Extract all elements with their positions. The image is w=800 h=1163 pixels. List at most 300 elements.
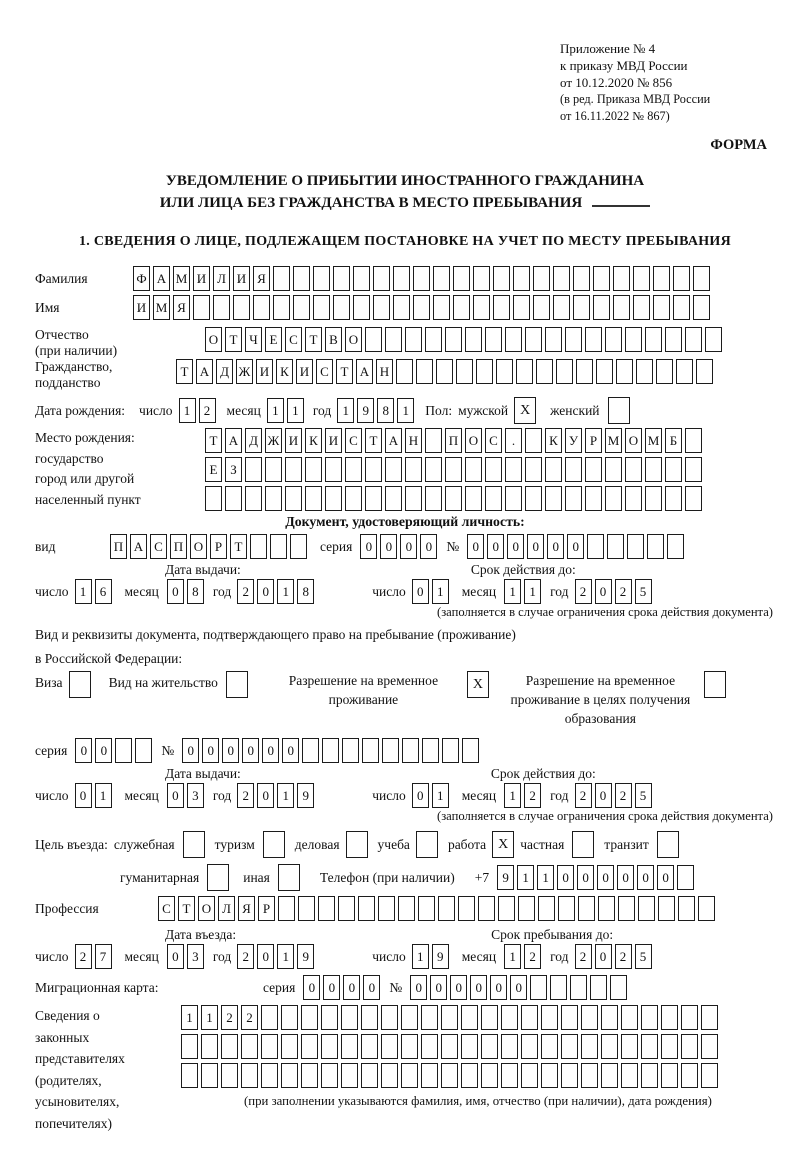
form-cell[interactable]	[458, 896, 475, 921]
form-cell[interactable]	[418, 896, 435, 921]
form-cell[interactable]	[473, 295, 490, 320]
form-cell[interactable]: 5	[635, 783, 652, 808]
form-cell[interactable]	[436, 359, 453, 384]
form-cell[interactable]: .	[505, 428, 522, 453]
form-cell[interactable]: 2	[75, 944, 92, 969]
form-cell[interactable]: Т	[178, 896, 195, 921]
form-cell[interactable]: Т	[225, 327, 242, 352]
form-cell[interactable]	[553, 295, 570, 320]
form-cell[interactable]	[607, 534, 624, 559]
form-cell[interactable]	[616, 359, 633, 384]
form-cell[interactable]	[373, 295, 390, 320]
form-cell[interactable]: 1	[277, 579, 294, 604]
form-cell[interactable]	[253, 295, 270, 320]
form-cell[interactable]: Ф	[133, 266, 150, 291]
form-cell[interactable]: 1	[432, 579, 449, 604]
form-cell[interactable]: 0	[487, 534, 504, 559]
form-cell[interactable]: А	[153, 266, 170, 291]
residence-permit-checkbox[interactable]	[226, 671, 248, 698]
form-cell[interactable]: 0	[222, 738, 239, 763]
form-cell[interactable]	[445, 327, 462, 352]
form-cell[interactable]	[681, 1063, 698, 1088]
form-cell[interactable]: О	[345, 327, 362, 352]
form-cell[interactable]	[425, 327, 442, 352]
form-cell[interactable]	[281, 1063, 298, 1088]
form-cell[interactable]	[225, 486, 242, 511]
form-cell[interactable]	[305, 486, 322, 511]
form-cell[interactable]	[570, 975, 587, 1000]
form-cell[interactable]	[342, 738, 359, 763]
form-cell[interactable]	[401, 1034, 418, 1059]
form-cell[interactable]	[518, 896, 535, 921]
form-cell[interactable]	[421, 1063, 438, 1088]
form-cell[interactable]: 0	[167, 944, 184, 969]
form-cell[interactable]: Т	[336, 359, 353, 384]
form-cell[interactable]	[393, 295, 410, 320]
form-cell[interactable]	[701, 1063, 718, 1088]
form-cell[interactable]	[533, 266, 550, 291]
visa-checkbox[interactable]	[69, 671, 91, 698]
form-cell[interactable]	[358, 896, 375, 921]
form-cell[interactable]	[265, 486, 282, 511]
form-cell[interactable]: О	[625, 428, 642, 453]
form-cell[interactable]	[661, 1034, 678, 1059]
form-cell[interactable]	[605, 327, 622, 352]
form-cell[interactable]	[505, 457, 522, 482]
purpose-business-checkbox[interactable]	[346, 831, 368, 858]
form-cell[interactable]: 0	[490, 975, 507, 1000]
form-cell[interactable]	[381, 1063, 398, 1088]
form-cell[interactable]: И	[296, 359, 313, 384]
form-cell[interactable]	[501, 1005, 518, 1030]
form-cell[interactable]	[425, 486, 442, 511]
form-cell[interactable]	[521, 1034, 538, 1059]
form-cell[interactable]	[661, 1005, 678, 1030]
form-cell[interactable]	[610, 975, 627, 1000]
form-cell[interactable]	[135, 738, 152, 763]
form-cell[interactable]: 2	[615, 579, 632, 604]
form-cell[interactable]	[193, 295, 210, 320]
form-cell[interactable]	[422, 738, 439, 763]
edu-permit-checkbox[interactable]	[704, 671, 726, 698]
form-cell[interactable]: 2	[221, 1005, 238, 1030]
form-cell[interactable]: 0	[242, 738, 259, 763]
form-cell[interactable]: 1	[337, 398, 354, 423]
form-cell[interactable]	[265, 457, 282, 482]
form-cell[interactable]	[573, 266, 590, 291]
form-cell[interactable]	[338, 896, 355, 921]
form-cell[interactable]	[581, 1034, 598, 1059]
temp-permit-checkbox[interactable]: X	[467, 671, 489, 698]
form-cell[interactable]: П	[170, 534, 187, 559]
form-cell[interactable]: 3	[187, 783, 204, 808]
form-cell[interactable]: 1	[432, 783, 449, 808]
form-cell[interactable]: 0	[412, 783, 429, 808]
form-cell[interactable]	[525, 486, 542, 511]
form-cell[interactable]	[645, 327, 662, 352]
form-cell[interactable]	[353, 266, 370, 291]
purpose-humanitarian-checkbox[interactable]	[207, 864, 229, 891]
form-cell[interactable]	[201, 1063, 218, 1088]
form-cell[interactable]	[553, 266, 570, 291]
form-cell[interactable]	[638, 896, 655, 921]
form-cell[interactable]: Л	[213, 266, 230, 291]
form-cell[interactable]: 9	[297, 944, 314, 969]
form-cell[interactable]: А	[225, 428, 242, 453]
form-cell[interactable]: О	[198, 896, 215, 921]
form-cell[interactable]: 0	[182, 738, 199, 763]
form-cell[interactable]: 0	[400, 534, 417, 559]
form-cell[interactable]	[416, 359, 433, 384]
form-cell[interactable]: 2	[615, 944, 632, 969]
form-cell[interactable]: 0	[75, 738, 92, 763]
form-cell[interactable]: У	[565, 428, 582, 453]
form-cell[interactable]	[505, 486, 522, 511]
form-cell[interactable]: 0	[657, 865, 674, 890]
form-cell[interactable]	[393, 266, 410, 291]
form-cell[interactable]	[245, 457, 262, 482]
form-cell[interactable]: Ч	[245, 327, 262, 352]
form-cell[interactable]	[321, 1005, 338, 1030]
form-cell[interactable]	[365, 327, 382, 352]
sex-female-checkbox[interactable]	[608, 397, 630, 424]
form-cell[interactable]	[425, 457, 442, 482]
form-cell[interactable]	[261, 1034, 278, 1059]
form-cell[interactable]: 0	[595, 944, 612, 969]
form-cell[interactable]	[261, 1063, 278, 1088]
form-cell[interactable]	[285, 486, 302, 511]
form-cell[interactable]	[493, 266, 510, 291]
form-cell[interactable]	[341, 1034, 358, 1059]
form-cell[interactable]: 2	[575, 944, 592, 969]
form-cell[interactable]: 0	[262, 738, 279, 763]
form-cell[interactable]: 0	[595, 579, 612, 604]
form-cell[interactable]	[201, 1034, 218, 1059]
form-cell[interactable]	[413, 266, 430, 291]
form-cell[interactable]: 2	[615, 783, 632, 808]
form-cell[interactable]	[645, 457, 662, 482]
form-cell[interactable]: К	[305, 428, 322, 453]
form-cell[interactable]	[385, 327, 402, 352]
form-cell[interactable]	[290, 534, 307, 559]
form-cell[interactable]: Е	[205, 457, 222, 482]
form-cell[interactable]	[693, 295, 710, 320]
form-cell[interactable]	[485, 327, 502, 352]
form-cell[interactable]: Я	[253, 266, 270, 291]
form-cell[interactable]: Р	[585, 428, 602, 453]
form-cell[interactable]	[421, 1034, 438, 1059]
form-cell[interactable]: А	[196, 359, 213, 384]
form-cell[interactable]	[605, 486, 622, 511]
purpose-tourism-checkbox[interactable]	[263, 831, 285, 858]
form-cell[interactable]	[481, 1005, 498, 1030]
form-cell[interactable]: И	[193, 266, 210, 291]
form-cell[interactable]: 0	[527, 534, 544, 559]
form-cell[interactable]	[701, 1005, 718, 1030]
form-cell[interactable]	[401, 1063, 418, 1088]
form-cell[interactable]: 0	[257, 783, 274, 808]
form-cell[interactable]	[581, 1063, 598, 1088]
form-cell[interactable]: А	[356, 359, 373, 384]
form-cell[interactable]	[665, 327, 682, 352]
form-cell[interactable]: 0	[430, 975, 447, 1000]
purpose-other-checkbox[interactable]	[278, 864, 300, 891]
form-cell[interactable]	[465, 327, 482, 352]
form-cell[interactable]	[641, 1063, 658, 1088]
form-cell[interactable]: К	[276, 359, 293, 384]
form-cell[interactable]	[205, 486, 222, 511]
form-cell[interactable]	[633, 266, 650, 291]
form-cell[interactable]	[625, 486, 642, 511]
form-cell[interactable]: 0	[470, 975, 487, 1000]
form-cell[interactable]	[181, 1034, 198, 1059]
form-cell[interactable]	[481, 1063, 498, 1088]
form-cell[interactable]	[516, 359, 533, 384]
form-cell[interactable]	[561, 1063, 578, 1088]
form-cell[interactable]	[478, 896, 495, 921]
form-cell[interactable]: К	[545, 428, 562, 453]
form-cell[interactable]	[565, 457, 582, 482]
form-cell[interactable]: 2	[575, 783, 592, 808]
form-cell[interactable]	[233, 295, 250, 320]
form-cell[interactable]: 0	[637, 865, 654, 890]
form-cell[interactable]: 0	[510, 975, 527, 1000]
form-cell[interactable]	[625, 327, 642, 352]
form-cell[interactable]	[365, 486, 382, 511]
form-cell[interactable]: 0	[75, 783, 92, 808]
form-cell[interactable]	[433, 266, 450, 291]
form-cell[interactable]	[345, 486, 362, 511]
purpose-study-checkbox[interactable]	[416, 831, 438, 858]
form-cell[interactable]: Т	[230, 534, 247, 559]
form-cell[interactable]	[525, 457, 542, 482]
form-cell[interactable]	[658, 896, 675, 921]
form-cell[interactable]: М	[153, 295, 170, 320]
form-cell[interactable]: Р	[258, 896, 275, 921]
form-cell[interactable]: П	[110, 534, 127, 559]
form-cell[interactable]	[241, 1063, 258, 1088]
form-cell[interactable]: 0	[257, 944, 274, 969]
form-cell[interactable]	[361, 1034, 378, 1059]
form-cell[interactable]	[593, 266, 610, 291]
form-cell[interactable]	[696, 359, 713, 384]
form-cell[interactable]	[473, 266, 490, 291]
form-cell[interactable]: З	[225, 457, 242, 482]
form-cell[interactable]	[701, 1034, 718, 1059]
form-cell[interactable]	[681, 1034, 698, 1059]
form-cell[interactable]	[401, 1005, 418, 1030]
form-cell[interactable]	[433, 295, 450, 320]
form-cell[interactable]	[541, 1034, 558, 1059]
form-cell[interactable]	[653, 295, 670, 320]
form-cell[interactable]	[313, 266, 330, 291]
form-cell[interactable]	[398, 896, 415, 921]
form-cell[interactable]: 5	[635, 944, 652, 969]
form-cell[interactable]	[681, 1005, 698, 1030]
form-cell[interactable]: 0	[410, 975, 427, 1000]
form-cell[interactable]: 2	[199, 398, 216, 423]
form-cell[interactable]	[685, 486, 702, 511]
form-cell[interactable]	[613, 295, 630, 320]
form-cell[interactable]: 1	[181, 1005, 198, 1030]
form-cell[interactable]	[665, 457, 682, 482]
form-cell[interactable]	[321, 1063, 338, 1088]
form-cell[interactable]: 1	[179, 398, 196, 423]
form-cell[interactable]	[445, 486, 462, 511]
form-cell[interactable]	[305, 457, 322, 482]
form-cell[interactable]	[445, 457, 462, 482]
form-cell[interactable]	[565, 327, 582, 352]
purpose-transit-checkbox[interactable]	[657, 831, 679, 858]
form-cell[interactable]	[647, 534, 664, 559]
form-cell[interactable]	[498, 896, 515, 921]
form-cell[interactable]	[558, 896, 575, 921]
form-cell[interactable]: 2	[524, 944, 541, 969]
form-cell[interactable]: 2	[237, 944, 254, 969]
form-cell[interactable]	[685, 327, 702, 352]
form-cell[interactable]: 2	[241, 1005, 258, 1030]
form-cell[interactable]	[261, 1005, 278, 1030]
form-cell[interactable]	[621, 1005, 638, 1030]
form-cell[interactable]	[501, 1063, 518, 1088]
form-cell[interactable]: 0	[303, 975, 320, 1000]
form-cell[interactable]: 0	[507, 534, 524, 559]
form-cell[interactable]: 1	[201, 1005, 218, 1030]
form-cell[interactable]	[385, 457, 402, 482]
form-cell[interactable]	[556, 359, 573, 384]
form-cell[interactable]	[573, 295, 590, 320]
form-cell[interactable]	[673, 266, 690, 291]
form-cell[interactable]	[645, 486, 662, 511]
form-cell[interactable]	[362, 738, 379, 763]
form-cell[interactable]: И	[285, 428, 302, 453]
form-cell[interactable]: Н	[376, 359, 393, 384]
form-cell[interactable]	[321, 1034, 338, 1059]
form-cell[interactable]	[541, 1005, 558, 1030]
form-cell[interactable]: 0	[95, 738, 112, 763]
form-cell[interactable]	[596, 359, 613, 384]
form-cell[interactable]: 0	[363, 975, 380, 1000]
form-cell[interactable]	[545, 457, 562, 482]
form-cell[interactable]: 8	[377, 398, 394, 423]
form-cell[interactable]	[325, 457, 342, 482]
form-cell[interactable]	[636, 359, 653, 384]
form-cell[interactable]	[382, 738, 399, 763]
form-cell[interactable]: 7	[95, 944, 112, 969]
form-cell[interactable]: Б	[665, 428, 682, 453]
form-cell[interactable]	[685, 428, 702, 453]
form-cell[interactable]	[442, 738, 459, 763]
form-cell[interactable]: Т	[305, 327, 322, 352]
form-cell[interactable]: Л	[218, 896, 235, 921]
form-cell[interactable]: 6	[95, 579, 112, 604]
form-cell[interactable]	[678, 896, 695, 921]
form-cell[interactable]: Я	[238, 896, 255, 921]
form-cell[interactable]	[521, 1063, 538, 1088]
form-cell[interactable]	[385, 486, 402, 511]
form-cell[interactable]: 0	[557, 865, 574, 890]
form-cell[interactable]	[333, 295, 350, 320]
form-cell[interactable]: Н	[405, 428, 422, 453]
form-cell[interactable]	[513, 266, 530, 291]
form-cell[interactable]	[293, 295, 310, 320]
form-cell[interactable]: 0	[597, 865, 614, 890]
form-cell[interactable]	[245, 486, 262, 511]
form-cell[interactable]: Д	[216, 359, 233, 384]
form-cell[interactable]	[318, 896, 335, 921]
form-cell[interactable]	[413, 295, 430, 320]
form-cell[interactable]: 0	[343, 975, 360, 1000]
form-cell[interactable]: 2	[237, 579, 254, 604]
form-cell[interactable]	[550, 975, 567, 1000]
form-cell[interactable]: Е	[265, 327, 282, 352]
form-cell[interactable]	[665, 486, 682, 511]
form-cell[interactable]	[405, 327, 422, 352]
form-cell[interactable]: 9	[432, 944, 449, 969]
form-cell[interactable]: 0	[323, 975, 340, 1000]
form-cell[interactable]: 3	[187, 944, 204, 969]
form-cell[interactable]	[313, 295, 330, 320]
form-cell[interactable]	[496, 359, 513, 384]
form-cell[interactable]: М	[645, 428, 662, 453]
form-cell[interactable]	[685, 457, 702, 482]
form-cell[interactable]	[241, 1034, 258, 1059]
form-cell[interactable]	[641, 1034, 658, 1059]
form-cell[interactable]	[378, 896, 395, 921]
purpose-private-checkbox[interactable]	[572, 831, 594, 858]
form-cell[interactable]	[485, 486, 502, 511]
form-cell[interactable]	[278, 896, 295, 921]
form-cell[interactable]	[525, 428, 542, 453]
form-cell[interactable]	[250, 534, 267, 559]
form-cell[interactable]: 1	[517, 865, 534, 890]
form-cell[interactable]	[281, 1034, 298, 1059]
form-cell[interactable]	[513, 295, 530, 320]
form-cell[interactable]: Ж	[236, 359, 253, 384]
form-cell[interactable]: 2	[524, 783, 541, 808]
form-cell[interactable]	[505, 327, 522, 352]
form-cell[interactable]: 1	[95, 783, 112, 808]
form-cell[interactable]	[301, 1034, 318, 1059]
form-cell[interactable]	[533, 295, 550, 320]
form-cell[interactable]	[273, 295, 290, 320]
form-cell[interactable]: 1	[412, 944, 429, 969]
form-cell[interactable]	[621, 1063, 638, 1088]
form-cell[interactable]	[536, 359, 553, 384]
form-cell[interactable]	[625, 457, 642, 482]
form-cell[interactable]: 0	[167, 579, 184, 604]
form-cell[interactable]	[181, 1063, 198, 1088]
form-cell[interactable]: И	[256, 359, 273, 384]
form-cell[interactable]	[345, 457, 362, 482]
form-cell[interactable]	[302, 738, 319, 763]
form-cell[interactable]: 5	[635, 579, 652, 604]
form-cell[interactable]: 0	[577, 865, 594, 890]
form-cell[interactable]: 1	[504, 783, 521, 808]
form-cell[interactable]: М	[173, 266, 190, 291]
form-cell[interactable]	[587, 534, 604, 559]
form-cell[interactable]	[541, 1063, 558, 1088]
form-cell[interactable]	[381, 1005, 398, 1030]
form-cell[interactable]	[493, 295, 510, 320]
form-cell[interactable]	[402, 738, 419, 763]
form-cell[interactable]	[481, 1034, 498, 1059]
form-cell[interactable]	[115, 738, 132, 763]
form-cell[interactable]	[656, 359, 673, 384]
purpose-official-checkbox[interactable]	[183, 831, 205, 858]
form-cell[interactable]	[461, 1034, 478, 1059]
form-cell[interactable]: 0	[595, 783, 612, 808]
